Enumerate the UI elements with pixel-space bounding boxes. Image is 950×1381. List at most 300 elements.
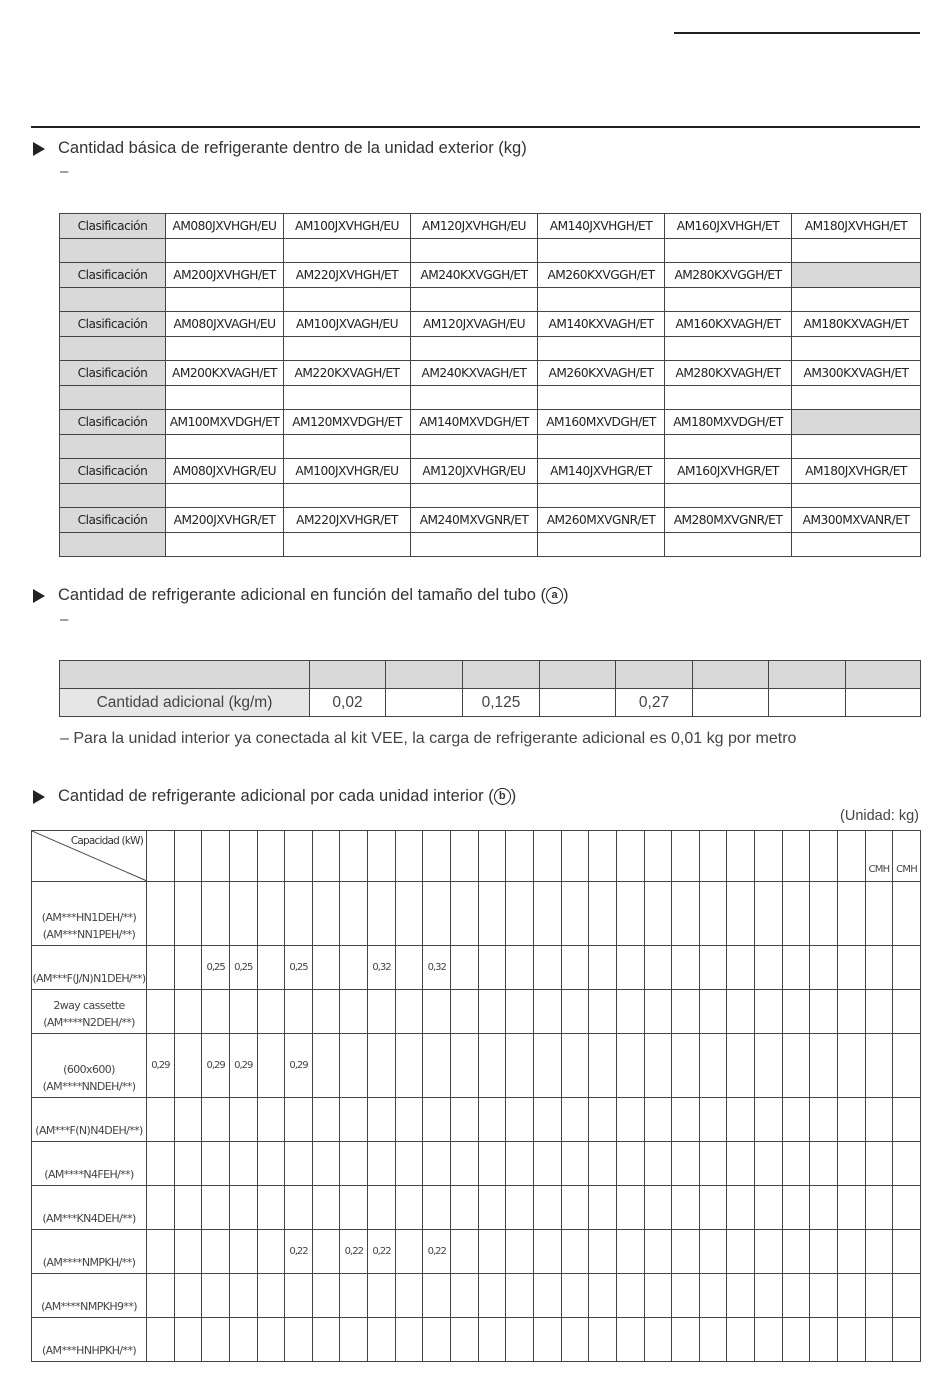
value-cell — [865, 882, 893, 946]
value-cell — [478, 1098, 506, 1142]
value-cell — [561, 1142, 589, 1186]
value-cell — [538, 385, 665, 410]
marker-b-icon: b — [494, 788, 511, 805]
value-cell — [147, 1098, 175, 1142]
capacity-cell — [423, 831, 451, 882]
value-cell — [538, 483, 665, 508]
value-cell — [166, 532, 284, 557]
value-cell — [284, 532, 411, 557]
table-row — [60, 483, 921, 508]
classification-label: Clasificación — [60, 263, 166, 288]
value-cell — [561, 1098, 589, 1142]
value-cell — [229, 1186, 257, 1230]
value-cell — [792, 483, 921, 508]
indoor-units-table — [31, 830, 921, 1362]
value-cell — [782, 1186, 810, 1230]
section3-title-suffix: ) — [510, 787, 517, 805]
vee-kit-note: – Para la unidad interior ya conectada al kit VEE, la carga de refrigerante adicional es 0,01 kg por metro — [60, 730, 797, 747]
value-cell — [174, 882, 202, 946]
value-cell — [810, 1318, 838, 1362]
table-row — [32, 1034, 921, 1098]
model-cell: AM160JXVHGH/ET — [665, 214, 792, 239]
table-row — [32, 946, 921, 990]
value-cell — [561, 882, 589, 946]
value-cell — [147, 1142, 175, 1186]
value-cell — [616, 990, 644, 1034]
value-cell — [838, 1318, 866, 1362]
value-cell: 0,29 — [285, 1034, 313, 1098]
value-cell — [769, 689, 846, 717]
value-cell: 0,25 — [229, 946, 257, 990]
value-cell — [451, 1142, 479, 1186]
section-rule — [31, 126, 920, 128]
value-cell — [411, 483, 538, 508]
value-cell — [257, 1186, 285, 1230]
value-cell — [865, 1034, 893, 1098]
value-cell — [312, 1274, 340, 1318]
value-cell — [284, 434, 411, 459]
value-cell — [616, 1142, 644, 1186]
value-cell — [166, 238, 284, 263]
table-row — [32, 1142, 921, 1186]
capacity-cell — [202, 831, 230, 882]
value-cell — [616, 1186, 644, 1230]
value-cell — [644, 946, 672, 990]
value-cell — [478, 1318, 506, 1362]
value-cell — [174, 1034, 202, 1098]
value-cell — [257, 1098, 285, 1142]
classification-label: Clasificación — [60, 214, 166, 239]
capacity-cell — [699, 831, 727, 882]
value-cell — [174, 1274, 202, 1318]
model-cell: AM260KXVAGH/ET — [538, 361, 665, 386]
value-cell — [506, 882, 534, 946]
table-row — [32, 1318, 921, 1362]
value-cell — [561, 946, 589, 990]
model-cell: AM180MXVDGH/ET — [665, 410, 792, 435]
indoor-unit-label: (600x600) (AM****NNDEH/**) — [32, 1034, 147, 1098]
value-cell — [792, 238, 921, 263]
value-cell — [838, 1186, 866, 1230]
value-cell — [792, 287, 921, 312]
value-cell — [665, 483, 792, 508]
value-cell — [368, 1318, 396, 1362]
value-cell — [147, 1230, 175, 1274]
value-cell — [533, 1142, 561, 1186]
value-cell — [340, 946, 368, 990]
value-cell — [423, 990, 451, 1034]
value-cell — [672, 882, 700, 946]
value-cell — [589, 1274, 617, 1318]
value-cell — [792, 434, 921, 459]
value-cell — [257, 946, 285, 990]
model-cell: AM240KXVAGH/ET — [411, 361, 538, 386]
value-cell — [838, 882, 866, 946]
value-cell — [312, 1142, 340, 1186]
value-cell — [285, 882, 313, 946]
value-cell — [810, 990, 838, 1034]
value-cell — [538, 287, 665, 312]
value-cell — [395, 1098, 423, 1142]
value-cell — [411, 532, 538, 557]
table-row — [60, 434, 921, 459]
capacity-cell — [672, 831, 700, 882]
capacity-cell — [644, 831, 672, 882]
model-cell: AM140JXVHGR/ET — [538, 459, 665, 484]
value-cell — [386, 689, 463, 717]
value-cell — [782, 946, 810, 990]
value-cell — [540, 689, 616, 717]
value-cell — [174, 1186, 202, 1230]
table-row — [32, 1230, 921, 1274]
value-cell — [699, 1142, 727, 1186]
capacity-cell — [312, 831, 340, 882]
value-cell — [340, 1098, 368, 1142]
value-cell — [312, 946, 340, 990]
value-cell — [423, 1186, 451, 1230]
value-cell — [672, 1318, 700, 1362]
value-cell — [411, 434, 538, 459]
value-cell — [229, 1142, 257, 1186]
table-row — [32, 990, 921, 1034]
value-cell — [865, 1230, 893, 1274]
value-cell — [174, 990, 202, 1034]
value-cell — [893, 946, 921, 990]
value-cell — [727, 1142, 755, 1186]
value-cell — [727, 1230, 755, 1274]
value-cell — [166, 483, 284, 508]
value-cell — [893, 1230, 921, 1274]
value-cell — [368, 1186, 396, 1230]
value-cell — [368, 1098, 396, 1142]
value-cell — [257, 1142, 285, 1186]
value-cell — [589, 1034, 617, 1098]
value-cell — [147, 1274, 175, 1318]
value-cell — [838, 946, 866, 990]
model-cell: AM100JXVAGH/EU — [284, 312, 411, 337]
model-cell: AM160KXVAGH/ET — [665, 312, 792, 337]
model-cell: AM260MXVGNR/ET — [538, 508, 665, 533]
value-cell — [865, 1186, 893, 1230]
value-cell — [257, 1034, 285, 1098]
value-cell — [257, 1318, 285, 1362]
capacity-cell — [340, 831, 368, 882]
value-cell — [838, 1230, 866, 1274]
table-row — [32, 1098, 921, 1142]
value-cell — [561, 1186, 589, 1230]
value-cell — [60, 434, 166, 459]
table-row — [32, 1186, 921, 1230]
model-cell: AM240KXVGGH/ET — [411, 263, 538, 288]
value-cell — [727, 946, 755, 990]
value-cell — [792, 336, 921, 361]
cmh-header: CMH — [865, 831, 893, 882]
value-cell — [395, 1142, 423, 1186]
value-cell — [478, 1274, 506, 1318]
value-cell — [644, 1318, 672, 1362]
value-cell — [257, 882, 285, 946]
value-cell — [727, 1186, 755, 1230]
value-cell — [561, 1274, 589, 1318]
model-cell: AM100MXVDGH/ET — [166, 410, 284, 435]
capacity-cell — [285, 831, 313, 882]
capacity-cell — [755, 831, 783, 882]
value-cell — [782, 1034, 810, 1098]
capacity-cell — [257, 831, 285, 882]
value-cell — [478, 946, 506, 990]
value-cell — [368, 1274, 396, 1318]
model-cell: AM100JXVHGH/EU — [284, 214, 411, 239]
value-cell — [423, 1142, 451, 1186]
value-cell — [893, 1034, 921, 1098]
value-cell — [411, 385, 538, 410]
value-cell: 0,22 — [368, 1230, 396, 1274]
table-row — [60, 312, 921, 337]
value-cell — [616, 1230, 644, 1274]
triangle-bullet-icon — [33, 142, 45, 156]
triangle-bullet-icon — [33, 589, 45, 603]
value-cell — [229, 1230, 257, 1274]
unit-label: (Unidad: kg) — [840, 808, 919, 824]
value-cell — [506, 1186, 534, 1230]
value-cell — [699, 1274, 727, 1318]
indoor-unit-label: (AM***F(N)N4DEH/**) — [32, 1098, 147, 1142]
value-cell: 0,125 — [463, 689, 540, 717]
value-cell — [644, 1034, 672, 1098]
table-row — [60, 508, 921, 533]
value-cell — [60, 238, 166, 263]
value-cell — [451, 990, 479, 1034]
table-row — [60, 238, 921, 263]
value-cell — [284, 483, 411, 508]
value-cell — [727, 882, 755, 946]
value-cell — [810, 946, 838, 990]
value-cell — [284, 287, 411, 312]
value-cell — [229, 1098, 257, 1142]
value-cell — [838, 1274, 866, 1318]
capacity-cell — [810, 831, 838, 882]
value-cell — [506, 1230, 534, 1274]
value-cell — [174, 1230, 202, 1274]
table-row — [60, 532, 921, 557]
value-cell — [174, 1098, 202, 1142]
table-row — [60, 661, 921, 689]
value-cell — [561, 990, 589, 1034]
value-cell — [285, 1186, 313, 1230]
value-cell — [423, 882, 451, 946]
value-cell — [865, 990, 893, 1034]
value-cell — [284, 336, 411, 361]
value-cell — [644, 1230, 672, 1274]
value-cell — [782, 882, 810, 946]
value-cell — [865, 1142, 893, 1186]
value-cell — [285, 1142, 313, 1186]
value-cell — [166, 336, 284, 361]
value-cell — [782, 1274, 810, 1318]
value-cell — [699, 882, 727, 946]
value-cell — [693, 689, 769, 717]
value-cell — [229, 990, 257, 1034]
value-cell — [202, 882, 230, 946]
model-cell: AM080JXVHGR/EU — [166, 459, 284, 484]
value-cell — [312, 1186, 340, 1230]
table-row — [60, 214, 921, 239]
value-cell — [312, 1034, 340, 1098]
value-cell — [672, 1098, 700, 1142]
value-cell — [727, 1318, 755, 1362]
value-cell — [340, 1274, 368, 1318]
value-cell — [285, 1274, 313, 1318]
value-cell — [147, 882, 175, 946]
value-cell — [755, 1034, 783, 1098]
value-cell — [411, 287, 538, 312]
value-cell — [285, 1098, 313, 1142]
value-cell — [478, 990, 506, 1034]
section2-title-prefix: Cantidad de refrigerante adicional en función del tamaño del tubo ( — [58, 586, 546, 604]
value-cell — [166, 385, 284, 410]
value-cell — [538, 532, 665, 557]
value-cell — [893, 1186, 921, 1230]
cmh-header: CMH — [893, 831, 921, 882]
value-cell — [395, 882, 423, 946]
value-cell — [644, 1186, 672, 1230]
value-cell — [810, 882, 838, 946]
capacity-cell — [727, 831, 755, 882]
value-cell — [838, 990, 866, 1034]
value-cell — [665, 287, 792, 312]
value-cell — [395, 1230, 423, 1274]
value-cell — [699, 990, 727, 1034]
table-row — [32, 831, 921, 882]
model-cell: AM140JXVHGH/ET — [538, 214, 665, 239]
value-cell: 0,32 — [368, 946, 396, 990]
value-cell — [478, 1142, 506, 1186]
value-cell — [533, 1318, 561, 1362]
value-cell — [257, 1230, 285, 1274]
value-cell — [257, 1274, 285, 1318]
value-cell — [451, 1274, 479, 1318]
value-cell — [893, 1274, 921, 1318]
value-cell — [368, 990, 396, 1034]
value-cell — [699, 1186, 727, 1230]
value-cell — [755, 1230, 783, 1274]
value-cell — [395, 990, 423, 1034]
value-cell — [506, 1274, 534, 1318]
value-cell — [411, 336, 538, 361]
indoor-unit-label: (AM***KN4DEH/**) — [32, 1186, 147, 1230]
model-cell — [792, 410, 921, 435]
marker-a-icon: a — [546, 587, 563, 604]
classification-label: Clasificación — [60, 312, 166, 337]
value-cell — [202, 1274, 230, 1318]
model-cell: AM220JXVHGR/ET — [284, 508, 411, 533]
value-cell — [727, 1098, 755, 1142]
value-cell — [60, 385, 166, 410]
value-cell — [616, 1098, 644, 1142]
value-cell — [538, 336, 665, 361]
model-cell: AM300KXVAGH/ET — [792, 361, 921, 386]
model-cell: AM160JXVHGR/ET — [665, 459, 792, 484]
value-cell — [506, 1142, 534, 1186]
value-cell: 0,29 — [229, 1034, 257, 1098]
capacity-cell — [368, 831, 396, 882]
value-cell — [561, 1230, 589, 1274]
model-cell: AM080JXVHGH/EU — [166, 214, 284, 239]
value-cell: 0,22 — [340, 1230, 368, 1274]
value-cell — [340, 990, 368, 1034]
value-cell — [368, 1034, 396, 1098]
capacity-cell — [451, 831, 479, 882]
value-cell — [506, 1034, 534, 1098]
value-cell — [312, 1230, 340, 1274]
value-cell — [699, 946, 727, 990]
value-cell — [533, 990, 561, 1034]
value-cell — [423, 1098, 451, 1142]
value-cell — [60, 336, 166, 361]
capacity-cell — [395, 831, 423, 882]
model-cell: AM220KXVAGH/ET — [284, 361, 411, 386]
row-label: Cantidad adicional (kg/m) — [60, 689, 310, 717]
indoor-unit-label: (AM***HNHPKH/**) — [32, 1318, 147, 1362]
classification-label: Clasificación — [60, 508, 166, 533]
value-cell — [810, 1186, 838, 1230]
table-row — [60, 459, 921, 484]
value-cell — [665, 434, 792, 459]
table-row — [60, 385, 921, 410]
section3-heading — [33, 787, 516, 806]
model-cell: AM280KXVAGH/ET — [665, 361, 792, 386]
value-cell — [644, 1098, 672, 1142]
value-cell — [147, 946, 175, 990]
value-cell — [174, 1142, 202, 1186]
value-cell — [423, 1318, 451, 1362]
value-cell — [616, 1318, 644, 1362]
capacity-cell — [174, 831, 202, 882]
indoor-unit-label: (AM****N4FEH/**) — [32, 1142, 147, 1186]
table-row — [32, 1274, 921, 1318]
top-rule — [674, 32, 920, 34]
value-cell: 0,25 — [202, 946, 230, 990]
value-cell — [589, 1318, 617, 1362]
value-cell — [727, 1034, 755, 1098]
value-cell — [257, 990, 285, 1034]
value-cell — [533, 1034, 561, 1098]
value-cell — [589, 1230, 617, 1274]
value-cell — [782, 1098, 810, 1142]
value-cell — [395, 1034, 423, 1098]
value-cell — [312, 990, 340, 1034]
classification-label: Clasificación — [60, 459, 166, 484]
value-cell — [699, 1034, 727, 1098]
value-cell — [506, 1098, 534, 1142]
model-cell: AM100JXVHGR/EU — [284, 459, 411, 484]
value-cell — [810, 1142, 838, 1186]
value-cell — [60, 287, 166, 312]
value-cell — [893, 990, 921, 1034]
value-cell — [672, 1142, 700, 1186]
value-cell — [589, 1142, 617, 1186]
section2-title-suffix: ) — [563, 586, 569, 604]
capacity-cell — [838, 831, 866, 882]
value-cell — [478, 1230, 506, 1274]
indoor-unit-label: (AM***HN1DEH/**) (AM***NN1PEH/**) — [32, 882, 147, 946]
value-cell — [533, 1274, 561, 1318]
value-cell — [506, 1318, 534, 1362]
value-cell — [166, 434, 284, 459]
value-cell — [755, 1186, 783, 1230]
table-row — [60, 689, 921, 717]
value-cell — [340, 1186, 368, 1230]
